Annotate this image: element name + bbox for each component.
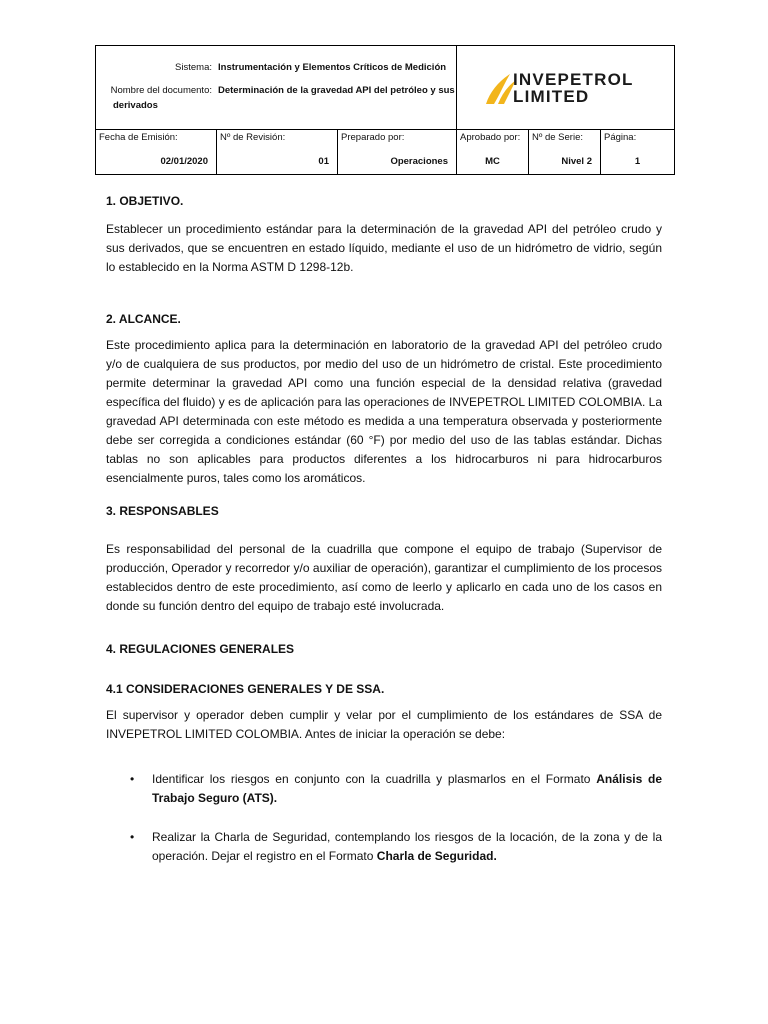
- serie-label: Nº de Serie:: [532, 132, 583, 143]
- sistema-value: Instrumentación y Elementos Críticos de Medición: [218, 62, 447, 73]
- revision-cell: [217, 129, 338, 174]
- serie-value: Nivel 2: [561, 156, 592, 167]
- section-3-text: Es responsabilidad del personal de la cuadrilla que compone el equipo de trabajo (Supervisor de producción, Operador y recorredor y/o auxiliar de operación), garantizar el cumplimiento de los procesos establecidos dentro de este procedimiento, así como de leerlo y aplicarlo en cada uno de los casos en donde su función dentro del equipo de trabajo esté involucrada.: [106, 542, 662, 613]
- section-3-title: 3. RESPONSABLES: [106, 504, 219, 518]
- serie-cell: [529, 129, 601, 174]
- bullet-bold-text: Charla de Seguridad.: [376, 849, 497, 863]
- aprobado-value: MC: [485, 156, 500, 167]
- logo-line-2: LIMITED: [513, 87, 590, 106]
- fecha-label: Fecha de Emisión:: [99, 132, 178, 143]
- section-4-title: 4. REGULACIONES GENERALES: [106, 642, 295, 656]
- bullet-text: [152, 770, 662, 808]
- section-4-1-title: 4.1 CONSIDERACIONES GENERALES Y DE SSA.: [106, 682, 385, 696]
- bullet-plain-text: Realizar la Charla de Seguridad, contemplando los riesgos de la locación, de la zona y de la operación. Dejar el registro en el Formato: [152, 830, 662, 863]
- bullet-bold-text: Análisis de Trabajo Seguro (ATS).: [152, 772, 663, 805]
- company-logo: [458, 46, 674, 129]
- bullet-text: [152, 828, 662, 866]
- section-2-text: Este procedimiento aplica para la determinación en laboratorio de la gravedad API del petróleo crudo y/o de cualquiera de sus productos, por medio del uso de un hidrómetro de cristal. Este procedimiento permite determinar la gravedad API como una función especial de la densidad relativa (gravedad específica del fluido) y es de aplicación para las operaciones de INVEPETROL LIMITED COLOMBIA. La gravedad API determinada con este método es medida a una temperatura observada y posteriormente debe ser corregida a condiciones estándar (60 °F) por medio del uso de las tablas estándar. Dichas tablas no son aplicables para productos diferentes a los hidrocarburos ni para hidrocarburos esencialmente puros, tales como los aromáticos.: [106, 338, 662, 485]
- document-name-value: Determinación de la gravedad API del petróleo y sus: [218, 85, 455, 96]
- section-4-1-text: El supervisor y operador deben cumplir y velar por el cumplimiento de los estándares de SSA de INVEPETROL LIMITED COLOMBIA. Antes de iniciar la operación se debe:: [106, 708, 662, 741]
- bullet-icon: •: [130, 772, 135, 786]
- pagina-value: 1: [634, 156, 641, 167]
- logo-text: [513, 71, 634, 105]
- fecha-value: 02/01/2020: [160, 156, 208, 167]
- bullet-item-ats: [130, 770, 662, 808]
- fecha-cell: [96, 129, 217, 174]
- header-bottom-row: [96, 129, 674, 174]
- document-name-label: Nombre del documento:: [110, 85, 212, 96]
- document-header-table: [95, 45, 675, 175]
- header-top-row: [96, 46, 674, 130]
- document-name-value-cont: derivados: [113, 100, 158, 111]
- section-1-title: 1. OBJETIVO.: [106, 194, 184, 208]
- bullet-item-charla: [130, 828, 662, 866]
- preparado-cell: [338, 129, 457, 174]
- aprobado-cell: [457, 129, 529, 174]
- section-1-text: Establecer un procedimiento estándar para la determinación de la gravedad API del petróleo crudo y sus derivados, que se encuentren en estado líquido, mediante el uso de un hidrómetro de vidrio, según lo establecido en la Norma ASTM D 1298-12b.: [106, 222, 662, 274]
- pagina-label: Página:: [604, 132, 637, 143]
- preparado-value: Operaciones: [390, 156, 448, 167]
- preparado-label: Preparado por:: [341, 132, 405, 143]
- section-2-title: 2. ALCANCE.: [106, 312, 181, 326]
- logo-line-1: INVEPETROL: [513, 70, 634, 89]
- pagina-cell: [601, 129, 674, 174]
- sistema-label: Sistema:: [175, 62, 212, 73]
- bullet-plain-text: Identificar los riesgos en conjunto con la cuadrilla y plasmarlos en el Formato: [152, 772, 597, 786]
- bullet-icon: •: [130, 830, 135, 844]
- revision-value: 01: [318, 156, 329, 167]
- revision-label: Nº de Revisión:: [220, 132, 286, 143]
- header-info-cell: [96, 46, 457, 129]
- aprobado-label: Aprobado por:: [460, 132, 521, 143]
